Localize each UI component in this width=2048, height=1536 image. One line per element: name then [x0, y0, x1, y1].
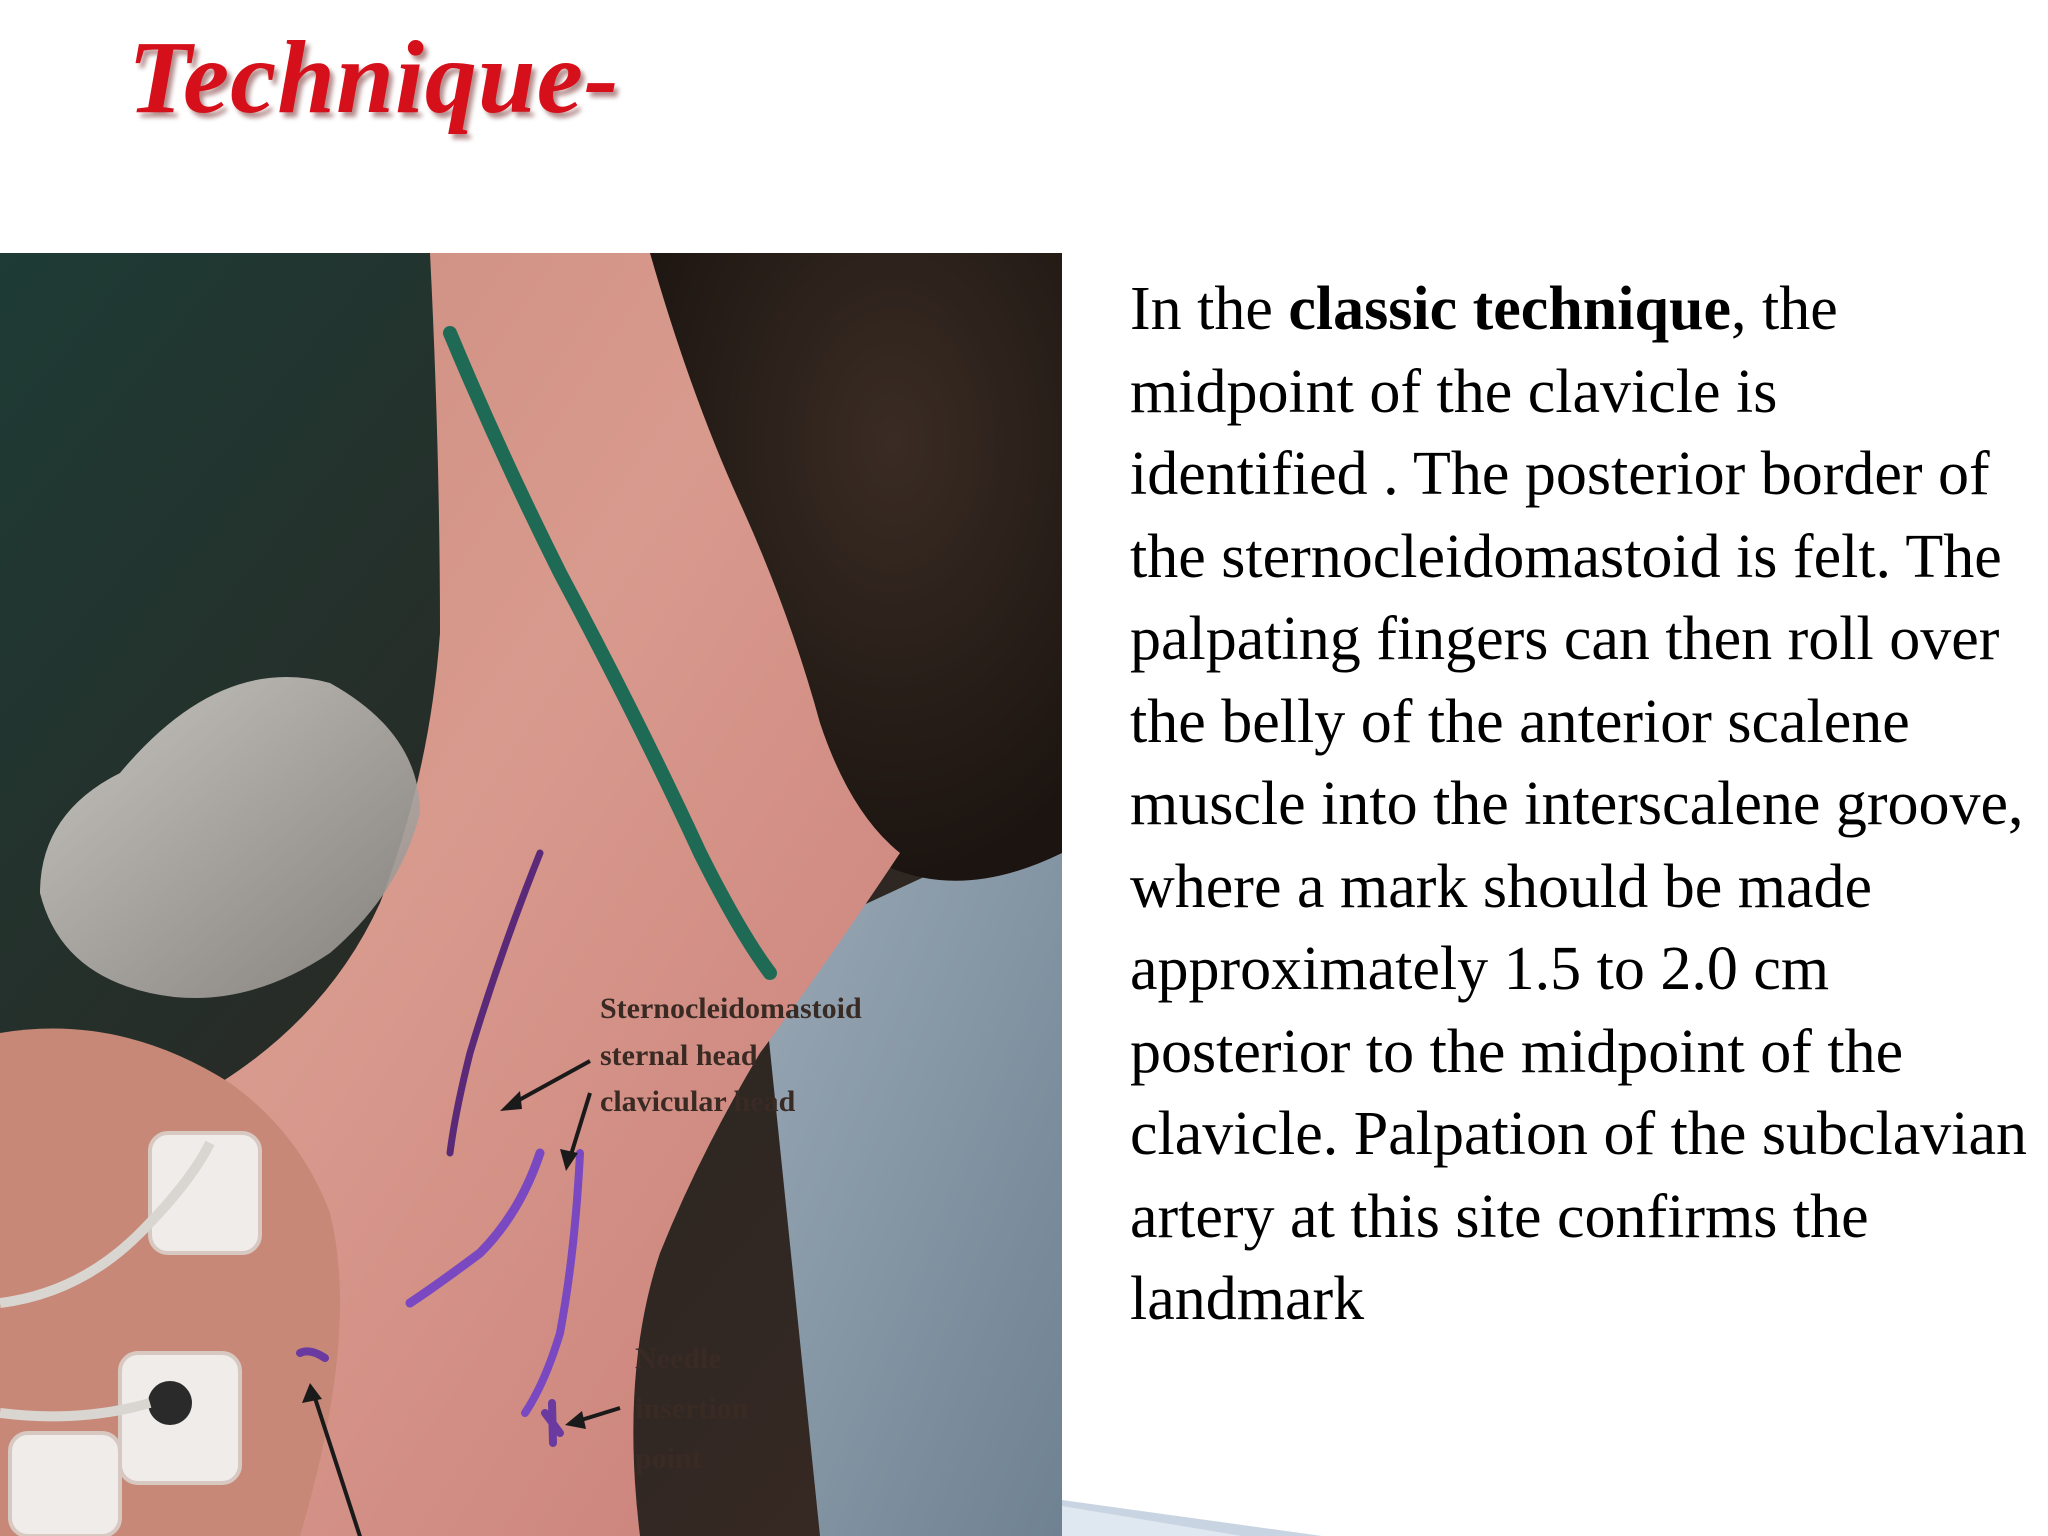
technique-emphasis: classic technique: [1288, 275, 1731, 343]
technique-body: , the midpoint of the clavicle is identified . The posterior border of the sternocleidomastoid is felt. The palpating fingers can then roll over the belly of the anterior scalene muscle into the interscalene groove, where a mark should be made approximately 1.5 to 2.0 cm posterior to the midpoint of the clavicle. Palpation of the subclavian artery at this site confirms the landmark: [1130, 275, 2027, 1333]
label-needle: Needle: [635, 1342, 722, 1375]
neck-anatomy-illustration: [0, 253, 1062, 1536]
neck-anatomy-photo: [0, 253, 1062, 1536]
technique-intro: In the: [1130, 275, 1289, 343]
label-clavicular-head: clavicular head: [600, 1085, 796, 1118]
label-insertion: insertion: [635, 1392, 749, 1425]
label-sternocleidomastoid: Sternocleidomastoid: [600, 992, 862, 1025]
corner-accent-decoration: [1062, 1500, 2048, 1536]
label-point: point: [635, 1442, 702, 1475]
label-sternal-head: sternal head: [600, 1039, 758, 1072]
slide-title: Technique-: [128, 20, 620, 135]
technique-description: [1130, 268, 2030, 1341]
